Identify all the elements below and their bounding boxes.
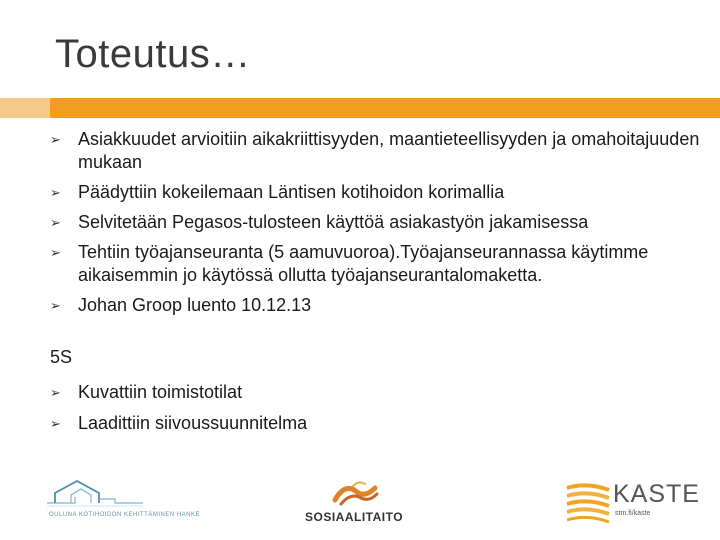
bullet-text: Asiakkuudet arvioitiin aikakriittisyyden, maantieteellisyyden ja omahoitajuuden mukaan [78, 129, 700, 172]
accent-bar-dark [50, 98, 720, 118]
logo-caption: OULUNA KOTIHOIDON KEHITTÄMINEN HANKE [49, 512, 201, 518]
arrowhead-bullet-icon: ➢ [50, 245, 61, 260]
list-item [50, 412, 710, 435]
logo-name: SOSIAALITAITO [305, 510, 404, 524]
bullet-text: Tehtiin työajanseuranta (5 aamuvuoroa).Työajanseurannassa käytimme aikaisemmin jo käytössä ollutta työajanseurantalomaketta. [78, 242, 649, 285]
arrowhead-bullet-icon: ➢ [50, 185, 61, 200]
bullet-text: Johan Groop luento 10.12.13 [78, 295, 312, 315]
logo-name: KASTE [613, 480, 700, 508]
section-bullet-list [50, 381, 710, 435]
arrowhead-bullet-icon: ➢ [50, 298, 61, 313]
house-roof-logo-icon [45, 475, 201, 523]
arrowhead-bullet-icon: ➢ [50, 385, 61, 400]
bullet-text: Päädyttiin kokeilemaan Läntisen kotihoidon korimallia [78, 182, 505, 202]
list-item [50, 381, 710, 404]
house-roof-graphic [45, 475, 145, 515]
bullet-text: Selvitetään Pegasos-tulosteen käyttöä asiakastyön jakamisessa [78, 212, 589, 232]
list-item [50, 128, 710, 174]
wave-graphic [305, 480, 415, 510]
list-item [50, 181, 710, 204]
section-label: 5S [50, 347, 73, 367]
kaste-stripes-logo-icon [565, 480, 700, 528]
sosiaalitaito-wave-logo-icon [305, 480, 415, 528]
bullet-text: Kuvattiin toimistotilat [78, 382, 243, 402]
list-item [50, 241, 710, 287]
bullet-list [50, 128, 710, 317]
logo-subtext: stm.fi/kaste [615, 510, 651, 517]
accent-bar-light [0, 98, 50, 118]
slide-title: Toteutus… [55, 32, 251, 76]
kaste-stripes-graphic [565, 480, 611, 524]
bullet-text: Laadittiin siivoussuunnitelma [78, 413, 308, 433]
list-item [50, 294, 710, 317]
accent-bar [0, 98, 720, 118]
arrowhead-bullet-icon: ➢ [50, 416, 61, 431]
list-item [50, 211, 710, 234]
arrowhead-bullet-icon: ➢ [50, 132, 61, 147]
arrowhead-bullet-icon: ➢ [50, 215, 61, 230]
